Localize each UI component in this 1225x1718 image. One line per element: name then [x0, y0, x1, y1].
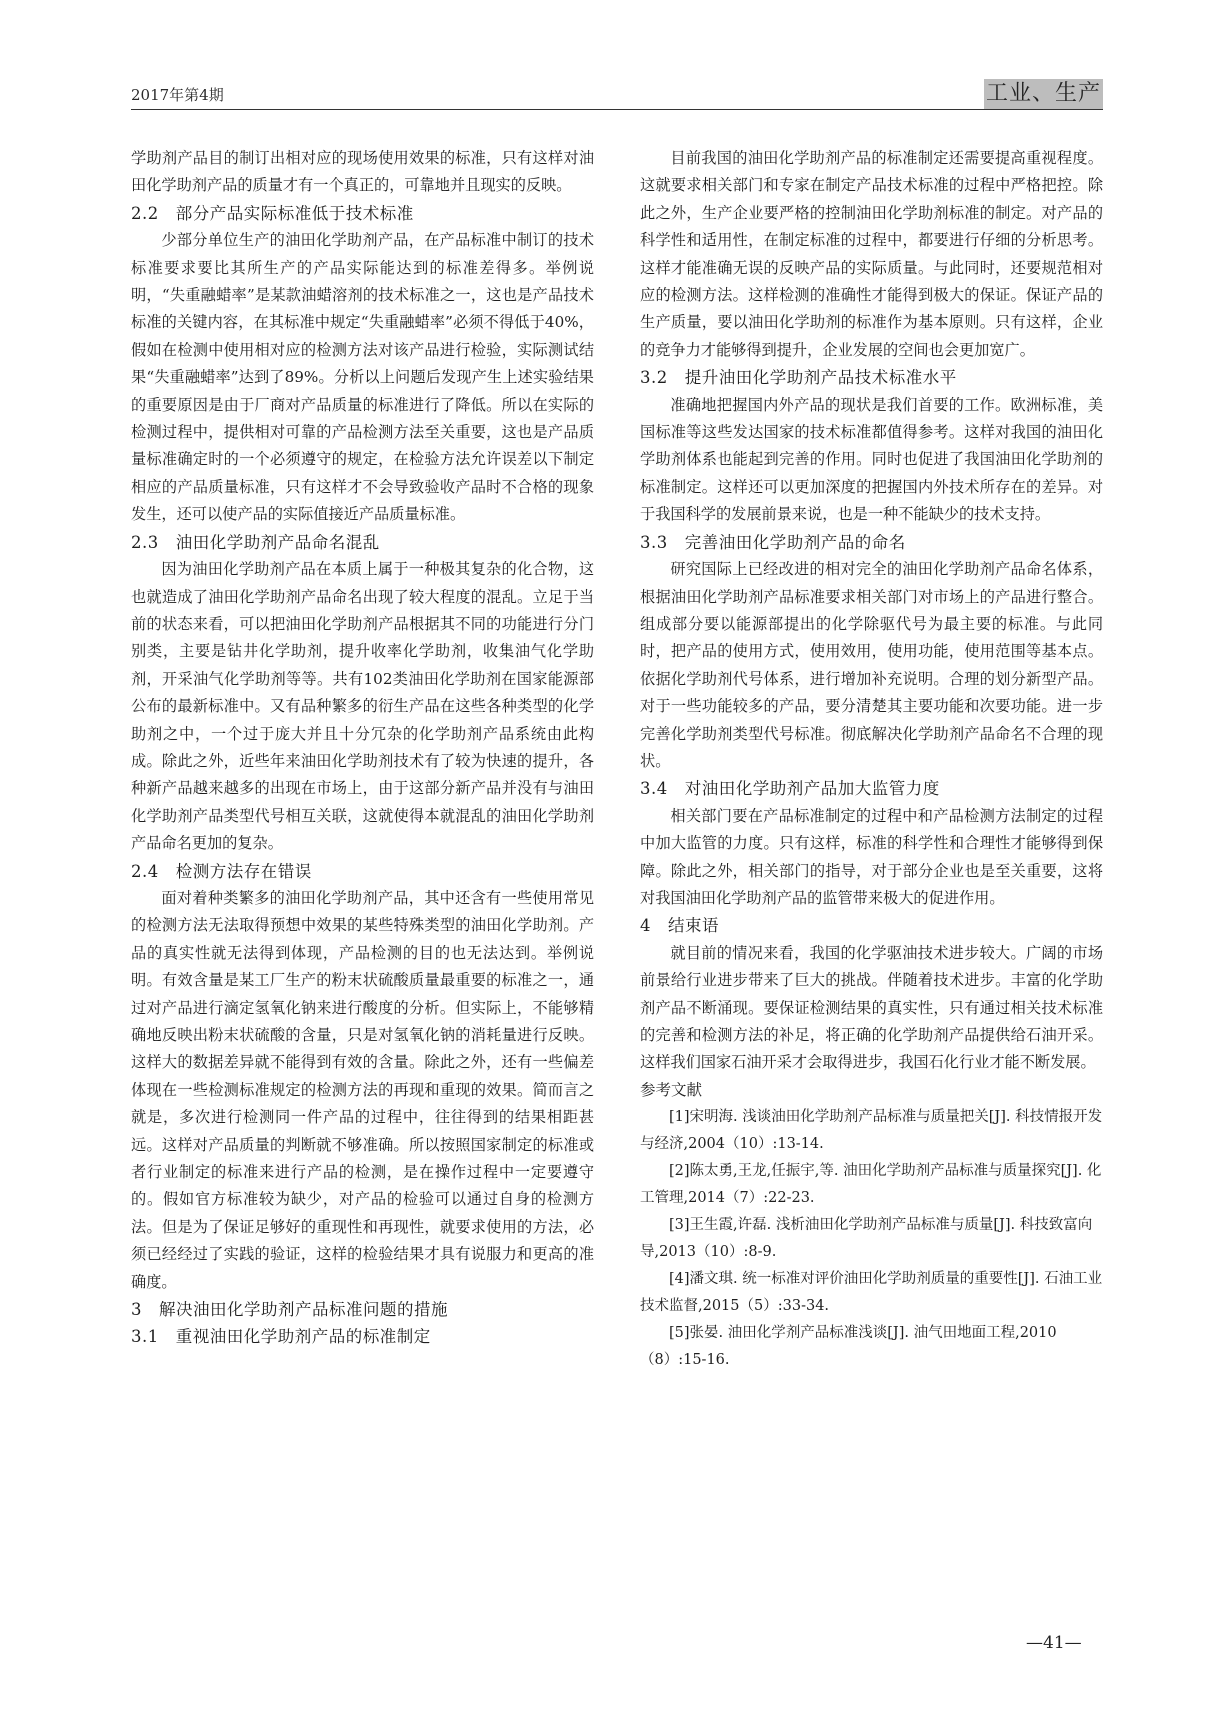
paragraph: 研究国际上已经改进的相对完全的油田化学助剂产品命名体系，根据油田化学助剂产品标准要求相关部门对市场上的产品进行整合。组成部分要以能源部提出的化学除驱代号为最主要的标准。与此同时，把产品的使用方式，使用效用，使用功能，使用范围等基本点。依据化学助剂代号体系，进行增加补充说明。合理的划分新型产品。对于一些功能较多的产品，要分清楚其主要功能和次要功能。进一步完善化学助剂类型代号标准。彻底解决化学助剂产品命名不合理的现状。 — [640, 560, 1103, 770]
paragraph: 就目前的情况来看，我国的化学驱油技术进步较大。广阔的市场前景给行业进步带来了巨大的挑战。伴随着技术进步。丰富的化学助剂产品不断涌现。要保证检测结果的真实性，只有通过相关技术标准的完善和检测方法的补足，将正确的化学助剂产品提供给石油开采。这样我们国家石油开采才会取得进步，我国石化行业才能不断发展。 — [640, 943, 1103, 1072]
paragraph: 少部分单位生产的油田化学助剂产品，在产品标准中制订的技术标准要求要比其所生产的产品实际能达到的标准差得多。举例说明，“失重融蜡率”是某款油蜡溶剂的技术标准之一，这也是产品技术标准的关键内容，在其标准中规定“失重融蜡率”必须不得低于40%，假如在检测中使用相对应的检测方法对该产品进行检验，实际测试结果“失重融蜡率”达到了89%。分析以上问题后发现产生上述实验结果的重要原因是由于厂商对产品质量的标准进行了降低。所以在实际的检测过程中，提供相对可靠的产品检测方法至关重要，这也是产品质量标准确定时的一个必须遵守的规定，在检验方法允许误差以下制定相应的产品质量标准，只有这样才不会导致验收产品时不合格的现象发生，还可以使产品的实际值接近产品质量标准。 — [131, 231, 594, 524]
page-number: —41— — [1026, 1633, 1082, 1653]
reference-item: [5]张晏. 油田化学剂产品标准浅谈[J]. 油气田地面工程,2010（8）:15-16. — [640, 1325, 1057, 1369]
paragraph: 面对着种类繁多的油田化学助剂产品，其中还含有一些使用常见的检测方法无法取得预想中效果的某些特殊类型的油田化学助剂。产品的真实性就无法得到体现，产品检测的目的也无法达到。举例说明。有效含量是某工厂生产的粉末状硫酸质量最重要的标准之一，通过对产品进行滴定氢氧化钠来进行酸度的分析。但实际上，不能够精确地反映出粉末状硫酸的含量，只是对氢氧化钠的消耗量进行反映。这样大的数据差异就不能得到有效的含量。除此之外，还有一些偏差体现在一些检测标准规定的检测方法的再现和重现的效果。简而言之就是，多次进行检测同一件产品的过程中，往往得到的结果相距甚远。这样对产品质量的判断就不够准确。所以按照国家制定的标准或者行业制定的标准来进行产品的检测，是在操作过程中一定要遵守的。假如官方标准较为缺少，对产品的检验可以通过自身的检测方法。但是为了保证足够好的重现性和再现性，就要求使用的方法，必须已经经过了实践的验证，这样的检验结果才具有说服力和更高的准确度。 — [131, 888, 594, 1291]
issue-label: 2017年第4期 — [131, 86, 224, 104]
section-heading: 2.2 部分产品实际标准低于技术标准 — [131, 203, 414, 223]
paragraph: 因为油田化学助剂产品在本质上属于一种极其复杂的化合物，这也就造成了油田化学助剂产品命名出现了较大程度的混乱。立足于当前的状态来看，可以把油田化学助剂产品根据其不同的功能进行分门别类，主要是钻井化学助剂，提升收率化学助剂，收集油气化学助剂，开采油气化学助剂等等。共有102类油田化学助剂在国家能源部公布的最新标准中。又有品种繁多的衍生产品在这些各种类型的化学助剂之中，一个过于庞大并且十分冗杂的化学助剂产品系统由此构成。除此之外，近些年来油田化学助剂技术有了较为快速的提升，各种新产品越来越多的出现在市场上，由于这部分新产品并没有与油田化学助剂产品类型代号相互关联，这就使得本就混乱的油田化学助剂产品命名更加的复杂。 — [131, 560, 594, 853]
right-column — [640, 145, 1103, 1374]
reference-item: [4]潘文琪. 统一标准对评价油田化学助剂质量的重要性[J]. 石油工业技术监督,2015（5）:33-34. — [640, 1271, 1103, 1315]
section-tag: 工业、生产 — [984, 79, 1103, 109]
reference-item: [3]王生霞,许磊. 浅析油田化学助剂产品标准与质量[J]. 科技致富向导,2013（10）:8-9. — [640, 1217, 1093, 1261]
paragraph: 学助剂产品目的制订出相对应的现场使用效果的标准，只有这样对油田化学助剂产品的质量才有一个真正的，可靠地并且现实的反映。 — [131, 149, 594, 195]
reference-item: [2]陈太勇,王龙,任振宇,等. 油田化学助剂产品标准与质量探究[J]. 化工管理,2014（7）:22-23. — [640, 1163, 1102, 1207]
section-heading: 3.4 对油田化学助剂产品加大监管力度 — [640, 779, 940, 799]
section-heading: 2.4 检测方法存在错误 — [131, 861, 312, 881]
section-heading: 3 解决油田化学助剂产品标准问题的措施 — [131, 1300, 448, 1320]
header-rule — [131, 109, 1103, 110]
reference-item: [1]宋明海. 浅谈油田化学助剂产品标准与质量把关[J]. 科技情报开发与经济,2004（10）:13-14. — [640, 1109, 1103, 1153]
section-heading: 3.1 重视油田化学助剂产品的标准制定 — [131, 1327, 431, 1347]
left-column — [131, 145, 594, 1351]
section-heading: 3.3 完善油田化学助剂产品的命名 — [640, 532, 906, 552]
section-heading: 4 结束语 — [640, 916, 719, 936]
paragraph: 准确地把握国内外产品的现状是我们首要的工作。欧洲标准，美国标准等这些发达国家的技术标准都值得参考。这样对我国的油田化学助剂体系也能起到完善的作用。同时也促进了我国油田化学助剂的标准制定。这样还可以更加深度的把握国内外技术所存在的差异。对于我国科学的发展前景来说，也是一种不能缺少的技术支持。 — [640, 395, 1103, 524]
paragraph: 目前我国的油田化学助剂产品的标准制定还需要提高重视程度。这就要求相关部门和专家在制定产品技术标准的过程中严格把控。除此之外，生产企业要严格的控制油田化学助剂标准的制定。对产品的科学性和适用性，在制定标准的过程中，都要进行仔细的分析思考。这样才能准确无误的反映产品的实际质量。与此同时，还要规范相对应的检测方法。这样检测的准确性才能得到极大的保证。保证产品的生产质量，要以油田化学助剂的标准作为基本原则。只有这样，企业的竞争力才能够得到提升，企业发展的空间也会更加宽广。 — [640, 149, 1103, 359]
references-title: 参考文献 — [640, 1080, 703, 1099]
section-heading: 2.3 油田化学助剂产品命名混乱 — [131, 532, 380, 552]
paragraph: 相关部门要在产品标准制定的过程中和产品检测方法制定的过程中加大监管的力度。只有这样，标准的科学性和合理性才能够得到保障。除此之外，相关部门的指导，对于部分企业也是至关重要，这将对我国油田化学助剂产品的监管带来极大的促进作用。 — [640, 806, 1103, 907]
section-heading: 3.2 提升油田化学助剂产品技术标准水平 — [640, 368, 957, 388]
